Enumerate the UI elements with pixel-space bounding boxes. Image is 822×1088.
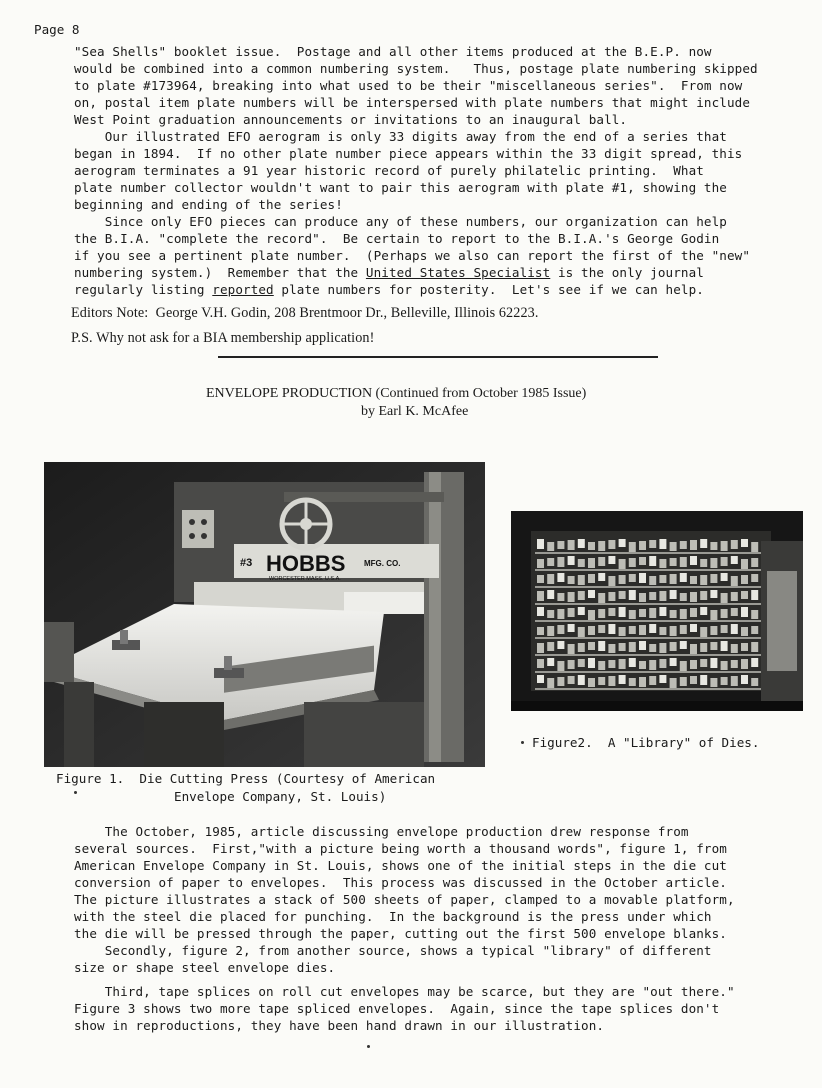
intro-line bbox=[74, 267, 704, 280]
intro-text: regularly listing bbox=[74, 282, 213, 297]
intro-line: plate number collector wouldn't want to pair this aerogram with plate #1, showing the bbox=[74, 180, 727, 195]
intro-line: beginning and ending of the series! bbox=[74, 197, 343, 212]
body-line: Figure 3 shows two more tape spliced envelopes. Again, since the tape splices don't bbox=[74, 1001, 720, 1016]
figure1-photo bbox=[44, 462, 485, 767]
intro-text: plate numbers for posterity. Let's see if we can help. bbox=[273, 282, 704, 297]
figure1-caption-line2: Envelope Company, St. Louis) bbox=[174, 789, 387, 804]
body-line: size or shape steel envelope dies. bbox=[74, 960, 336, 975]
speck bbox=[74, 791, 77, 794]
article-byline: by Earl K. McAfee bbox=[361, 404, 469, 419]
body-line: American Envelope Company in St. Louis, shows one of the initial steps in the die cut bbox=[74, 858, 727, 873]
intro-line: if you see a pertinent plate number. (Perhaps we also can report the first of the "new" bbox=[74, 248, 751, 263]
intro-line: would be combined into a common numbering system. Thus, postage plate numbering skipped bbox=[74, 61, 758, 76]
body-line: several sources. First,"with a picture being worth a thousand words", figure 1, from bbox=[74, 841, 727, 856]
intro-text: numbering system.) Remember that the bbox=[74, 265, 366, 280]
figure2-photo bbox=[511, 511, 803, 711]
section-divider bbox=[218, 356, 658, 358]
figure1-caption-line1: Figure 1. Die Cutting Press (Courtesy of American bbox=[56, 771, 436, 786]
journal-title: United States Specialist bbox=[365, 265, 551, 280]
machine-sub: WORCESTER MASS. U.S.A. bbox=[269, 576, 341, 582]
article-title: ENVELOPE PRODUCTION (Continued from October 1985 Issue) bbox=[206, 386, 587, 401]
intro-line: on, postal item plate numbers will be interspersed with plate numbers that might include bbox=[74, 95, 751, 110]
body-line: The October, 1985, article discussing envelope production drew response from bbox=[74, 824, 689, 839]
intro-line: Our illustrated EFO aerogram is only 33 digits away from the end of a series that bbox=[74, 129, 727, 144]
intro-line: West Point graduation announcements or invitations to an inaugural ball. bbox=[74, 112, 628, 127]
machine-brand-suffix: MFG. CO. bbox=[364, 559, 401, 568]
intro-line: began in 1894. If no other plate number piece appears within the 33 digit spread, this bbox=[74, 146, 743, 161]
body-line: conversion of paper to envelopes. This process was discussed in the October article. bbox=[74, 875, 727, 890]
body-line: Third, tape splices on roll cut envelopes may be scarce, but they are "out there." bbox=[74, 984, 735, 999]
intro-line bbox=[74, 284, 704, 297]
intro-text: is the only journal bbox=[550, 265, 704, 280]
intro-line: Since only EFO pieces can produce any of these numbers, our organization can help bbox=[74, 214, 727, 229]
machine-brand: HOBBS bbox=[266, 551, 346, 576]
speck bbox=[367, 1045, 370, 1048]
body-line: show in reproductions, they have been hand drawn in our illustration. bbox=[74, 1018, 605, 1033]
intro-line: to plate #173964, breaking into what used to be their "miscellaneous series". From now bbox=[74, 78, 743, 93]
reported-word: reported bbox=[212, 282, 274, 297]
speck bbox=[521, 741, 524, 744]
body-line: the die will be pressed through the paper, cutting out the first 500 envelope blanks. bbox=[74, 926, 727, 941]
body-line: The picture illustrates a stack of 500 sheets of paper, clamped to a movable platform, bbox=[74, 892, 735, 907]
machine-plate-number: #3 bbox=[240, 557, 253, 569]
figure2-caption: Figure2. A "Library" of Dies. bbox=[532, 735, 760, 750]
intro-line: "Sea Shells" booklet issue. Postage and all other items produced at the B.E.P. now bbox=[74, 44, 712, 59]
intro-line: aerogram terminates a 91 year historic record of purely philatelic printing. What bbox=[74, 163, 704, 178]
body-line: with the steel die placed for punching. In the background is the press under which bbox=[74, 909, 712, 924]
editors-note: Editors Note: George V.H. Godin, 208 Brentmoor Dr., Belleville, Illinois 62223. bbox=[71, 305, 539, 321]
intro-line: the B.I.A. "complete the record". Be certain to report to the B.I.A.'s George Godin bbox=[74, 231, 720, 246]
body-line: Secondly, figure 2, from another source, shows a typical "library" of different bbox=[74, 943, 712, 958]
page-number: Page 8 bbox=[34, 22, 80, 37]
ps-note: P.S. Why not ask for a BIA membership application! bbox=[71, 330, 375, 346]
